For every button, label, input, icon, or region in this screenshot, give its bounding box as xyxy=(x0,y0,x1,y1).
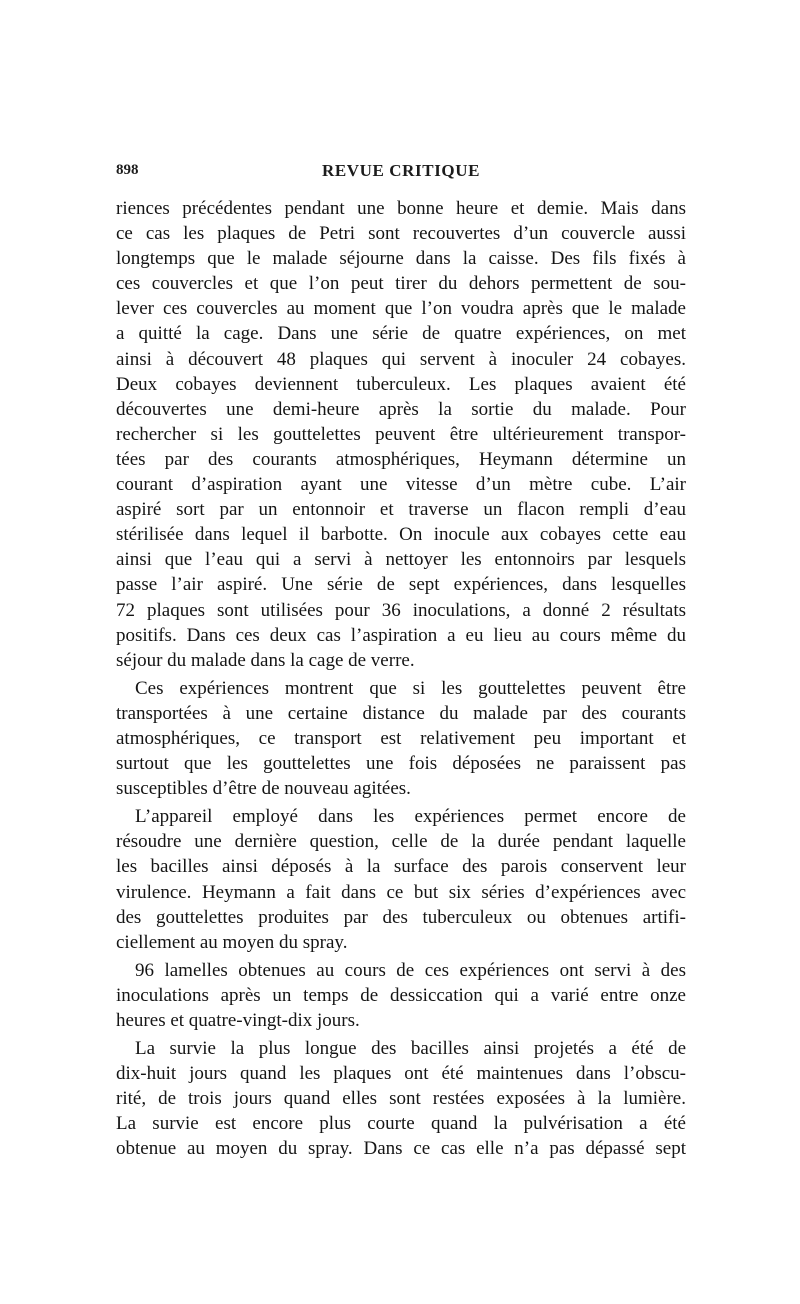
text-line: riences précédentes pendant une bonne heure et demie. Mais dans xyxy=(116,198,686,219)
text-line: a quitté la cage. Dans une série de quatre expériences, on met xyxy=(116,323,686,345)
text-line: les bacilles ainsi déposés à la surface des parois conservent leur xyxy=(116,856,686,878)
paragraph xyxy=(116,676,686,801)
text-line: surtout que les gouttelettes une fois déposées ne paraissent pas xyxy=(116,753,686,775)
text-line: susceptibles d’être de nouveau agitées. xyxy=(116,778,411,800)
text-line: stérilisée dans lequel il barbotte. On inocule aux cobayes cette eau xyxy=(116,524,686,546)
text-line: tées par des courants atmosphériques, Heymann détermine un xyxy=(116,448,686,470)
text-line: rechercher si les gouttelettes peuvent être ultérieurement transpor- xyxy=(116,423,686,445)
text-line: longtemps que le malade séjourne dans la caisse. Des fils fixés à xyxy=(116,248,686,270)
text-line: séjour du malade dans la cage de verre. xyxy=(116,649,415,671)
paragraph xyxy=(116,196,686,673)
text-line: courant d’aspiration ayant une vitesse d’un mètre cube. L’air xyxy=(116,474,686,496)
text-line: ces couvercles et que l’on peut tirer du dehors permettent de sou- xyxy=(116,273,686,295)
text-line: virulence. Heymann a fait dans ce but six séries d’expériences avec xyxy=(116,881,686,903)
text-line: L’appareil employé dans les expériences permet encore de xyxy=(135,806,686,828)
text-line: ciellement au moyen du spray. xyxy=(116,931,348,953)
text-line: La survie la plus longue des bacilles ainsi projetés a été de xyxy=(135,1038,686,1060)
page-number: 898 xyxy=(116,162,139,178)
text-line: ce cas les plaques de Petri sont recouvertes d’un couvercle aussi xyxy=(116,223,686,245)
page-header xyxy=(116,158,686,186)
text-line: La survie est encore plus courte quand la pulvérisation a été xyxy=(116,1113,686,1135)
text-line: inoculations après un temps de dessiccation qui a varié entre onze xyxy=(116,984,686,1006)
paragraph xyxy=(116,1036,686,1161)
text-line: obtenue au moyen du spray. Dans ce cas elle n’a pas dépassé sept xyxy=(116,1138,686,1160)
text-line: atmosphériques, ce transport est relativement peu important et xyxy=(116,727,686,749)
paragraph xyxy=(116,958,686,1033)
text-line: 96 lamelles obtenues au cours de ces expériences ont servi à des xyxy=(135,959,686,981)
text-line: résoudre une dernière question, celle de la durée pendant laquelle xyxy=(116,831,686,853)
text-line: 72 plaques sont utilisées pour 36 inoculations, a donné 2 résultats xyxy=(116,599,686,621)
body-text xyxy=(116,196,686,1165)
text-line: aspiré sort par un entonnoir et traverse un flacon rempli d’eau xyxy=(116,499,686,521)
text-line: rité, de trois jours quand elles sont restées exposées à la lumière. xyxy=(116,1088,686,1110)
text-line: passe l’air aspiré. Une série de sept expériences, dans lesquelles xyxy=(116,574,686,596)
text-line: découvertes une demi-heure après la sortie du malade. Pour xyxy=(116,398,686,420)
text-line: dix-huit jours quand les plaques ont été maintenues dans l’obscu- xyxy=(116,1063,686,1085)
text-line: positifs. Dans ces deux cas l’aspiration a eu lieu au cours même du xyxy=(116,624,686,646)
text-line: heures et quatre-vingt-dix jours. xyxy=(116,1010,360,1031)
text-line: lever ces couvercles au moment que l’on voudra après que le malade xyxy=(116,298,686,320)
text-line: ainsi que l’eau qui a servi à nettoyer les entonnoirs par lesquels xyxy=(116,549,686,571)
text-line: Deux cobayes deviennent tuberculeux. Les plaques avaient été xyxy=(116,373,686,395)
text-line: Ces expériences montrent que si les gouttelettes peuvent être xyxy=(135,677,686,699)
text-line: ainsi à découvert 48 plaques qui servent à inoculer 24 cobayes. xyxy=(116,348,686,370)
text-line: transportées à une certaine distance du malade par des courants xyxy=(116,702,686,724)
text-line: des gouttelettes produites par des tuberculeux ou obtenues artifi- xyxy=(116,906,686,928)
running-title: REVUE CRITIQUE xyxy=(321,161,481,180)
paragraph xyxy=(116,804,686,955)
